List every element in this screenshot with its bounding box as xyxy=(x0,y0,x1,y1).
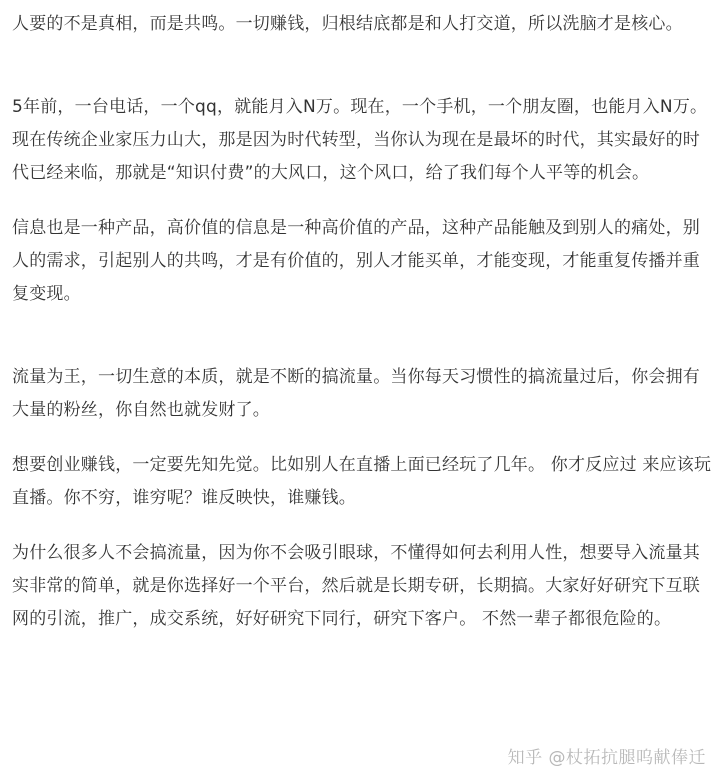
paragraph-2: 5年前，一台电话，一个qq，就能月入N万。现在，一个手机，一个朋友圈，也能月入N万。现在传统企业家压力山大，那是因为时代转型，当你认为现在是最坏的时代，其实最好的时代已经来临，那就是“知识付费”的大风口，这个风口，给了我们每个人平等的机会。 xyxy=(12,97,708,183)
zhihu-watermark: 知乎 @杖拓抗腿呜献俸迁 xyxy=(507,748,706,768)
paragraph-spacer xyxy=(12,190,712,212)
paragraph-3: 信息也是一种产品，高价值的信息是一种高价值的产品，这种产品能触及到别人的痛处，别人的需求，引起别人的共鸣，才是有价值的，别人才能买单，才能变现，才能重复传播并重复变现。 xyxy=(12,218,700,304)
paragraph-spacer xyxy=(12,427,712,449)
paragraph-spacer xyxy=(12,515,712,537)
paragraph-spacer xyxy=(12,311,712,361)
paragraph-spacer xyxy=(12,41,712,91)
paragraph-5: 想要创业赚钱，一定要先知先觉。比如别人在直播上面已经玩了几年。 你才反应过 来应该玩直播。你不穷，谁穷呢？谁反映快，谁赚钱。 xyxy=(12,455,712,508)
paragraph-4: 流量为王，一切生意的本质，就是不断的搞流量。当你每天习惯性的搞流量过后，你会拥有大量的粉丝，你自然也就发财了。 xyxy=(12,367,700,420)
paragraph-6: 为什么很多人不会搞流量，因为你不会吸引眼球，不懂得如何去利用人性，想要导入流量其实非常的简单，就是你选择好一个平台，然后就是长期专研，长期搞。大家好好研究下互联网的引流，推广，成交系统，好好研究下同行，研究下客户。 不然一辈子都很危险的。 xyxy=(12,543,700,629)
article-body xyxy=(12,8,712,636)
paragraph-1: 人要的不是真相，而是共鸣。一切赚钱，归根结底都是和人打交道，所以洗脑才是核心。 xyxy=(12,14,683,34)
